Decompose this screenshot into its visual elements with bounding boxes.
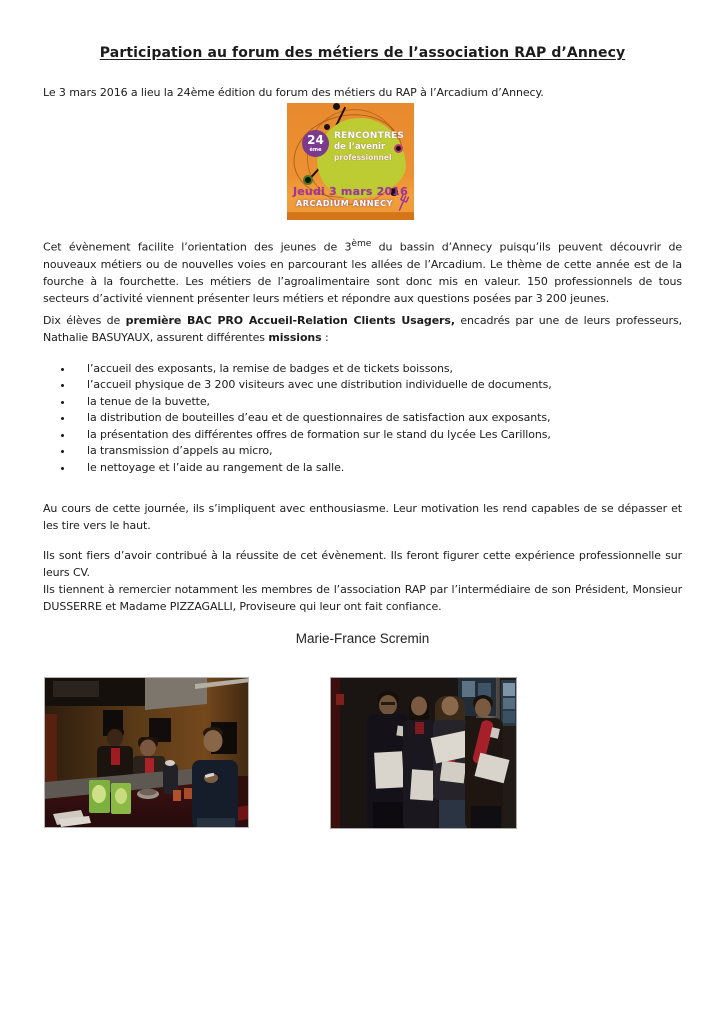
exit-sign (336, 694, 344, 705)
photo-students (330, 677, 517, 829)
page-title: Participation au forum des métiers de l’association RAP d’Annecy (99, 45, 626, 61)
logo-line-avenir: de l’avenir (334, 142, 386, 153)
green-bags (89, 780, 131, 814)
paragraph-text: : (321, 330, 329, 344)
mission-item: • le nettoyage et l’aide au rangement de la salle. (74, 460, 682, 477)
photo-buvette (44, 677, 249, 828)
paragraph-event-description (43, 235, 682, 307)
paragraph-text: Cet évènement facilite l’orientation des jeunes de 3 (43, 240, 352, 254)
logo-event-date: Jeudi 3 mars 2016 (292, 185, 409, 198)
logo-line-professionnel: professionnel (334, 153, 392, 163)
cup (173, 790, 181, 801)
mission-item: • l’accueil des exposants, la remise de badges et de tickets boissons, (74, 361, 682, 378)
mission-item: • la transmission d’appels au micro, (74, 443, 682, 460)
logo-line-rencontres: RENCONTRES (334, 131, 405, 141)
thermos (163, 760, 178, 794)
logo-24-badge (302, 130, 329, 157)
paragraph-students (43, 312, 682, 346)
paragraph-text: Dix élèves de (43, 313, 126, 327)
cup (184, 788, 192, 799)
logo-dot (333, 103, 340, 110)
logo-badge-suffix: ème (309, 147, 322, 153)
logo-text-block (334, 132, 410, 162)
paragraph-text: du bassin d’Annecy puisqu’ils peuvent découvrir de nouveaux métiers ou de nouvelles voies en parcourant les allées de l’Arcadium. Le thème de cette année est de la fourche à la fourchette. Les métiers de l’agroalimentaire sont donc mis en valeur. 150 professionnels de tous secteurs d’activité viennent présenter leurs métiers et répondre aux questions posées par 3 200 jeunes. (43, 240, 682, 305)
logo-dot (324, 124, 330, 130)
logo-venue: ARCADIUM ANNECY (296, 199, 393, 208)
logo-dot (303, 175, 313, 185)
photos-row (43, 677, 682, 829)
mission-item: • la présentation des différentes offres de formation sur le stand du lycée Les Carillons, (74, 427, 682, 444)
mission-item: • l’accueil physique de 3 200 visiteurs avec une distribution individuelle de documents, (74, 377, 682, 394)
photo-students-graphic (331, 678, 517, 829)
event-logo (287, 103, 414, 220)
superscript-eme: ème (351, 238, 372, 249)
logo-badge-number: 24 (307, 133, 324, 147)
signature: Marie-France Scremin (295, 631, 430, 647)
paragraph-enthousiasme: Au cours de cette journée, ils s’impliquent avec enthousiasme. Leur motivation les rend capables de se dépasser et les tire vers le haut. (43, 502, 682, 533)
paragraph-remerciements: Ils tiennent à remercier notamment les membres de l’association RAP par l’intermédiaire de son Président, Monsieur DUSSERRE et Madame PIZZAGALLI, Proviseure qui leur ont fait confiance. (43, 583, 682, 614)
intro-paragraph: Le 3 mars 2016 a lieu la 24ème édition du forum des métiers du RAP à l’Arcadium d’Annecy. (43, 86, 544, 99)
paragraph-text: encadrés par une de leurs professeurs, Nathalie BASUYAUX, assurent différentes (43, 313, 682, 344)
paragraph-fiers: Ils sont fiers d’avoir contribué à la réussite de cet évènement. Ils feront figurer cette expérience professionnelle sur leurs CV. (43, 549, 682, 580)
missions-list (43, 361, 682, 477)
mission-item: • la distribution de bouteilles d’eau et de questionnaires de satisfaction aux exposants, (74, 410, 682, 427)
photo-buvette-graphic (45, 678, 249, 828)
bold-missions: missions (268, 330, 322, 344)
mission-item: • la tenue de la buvette, (74, 394, 682, 411)
bold-bac-pro: première BAC PRO Accueil-Relation Clients Usagers, (125, 313, 455, 327)
